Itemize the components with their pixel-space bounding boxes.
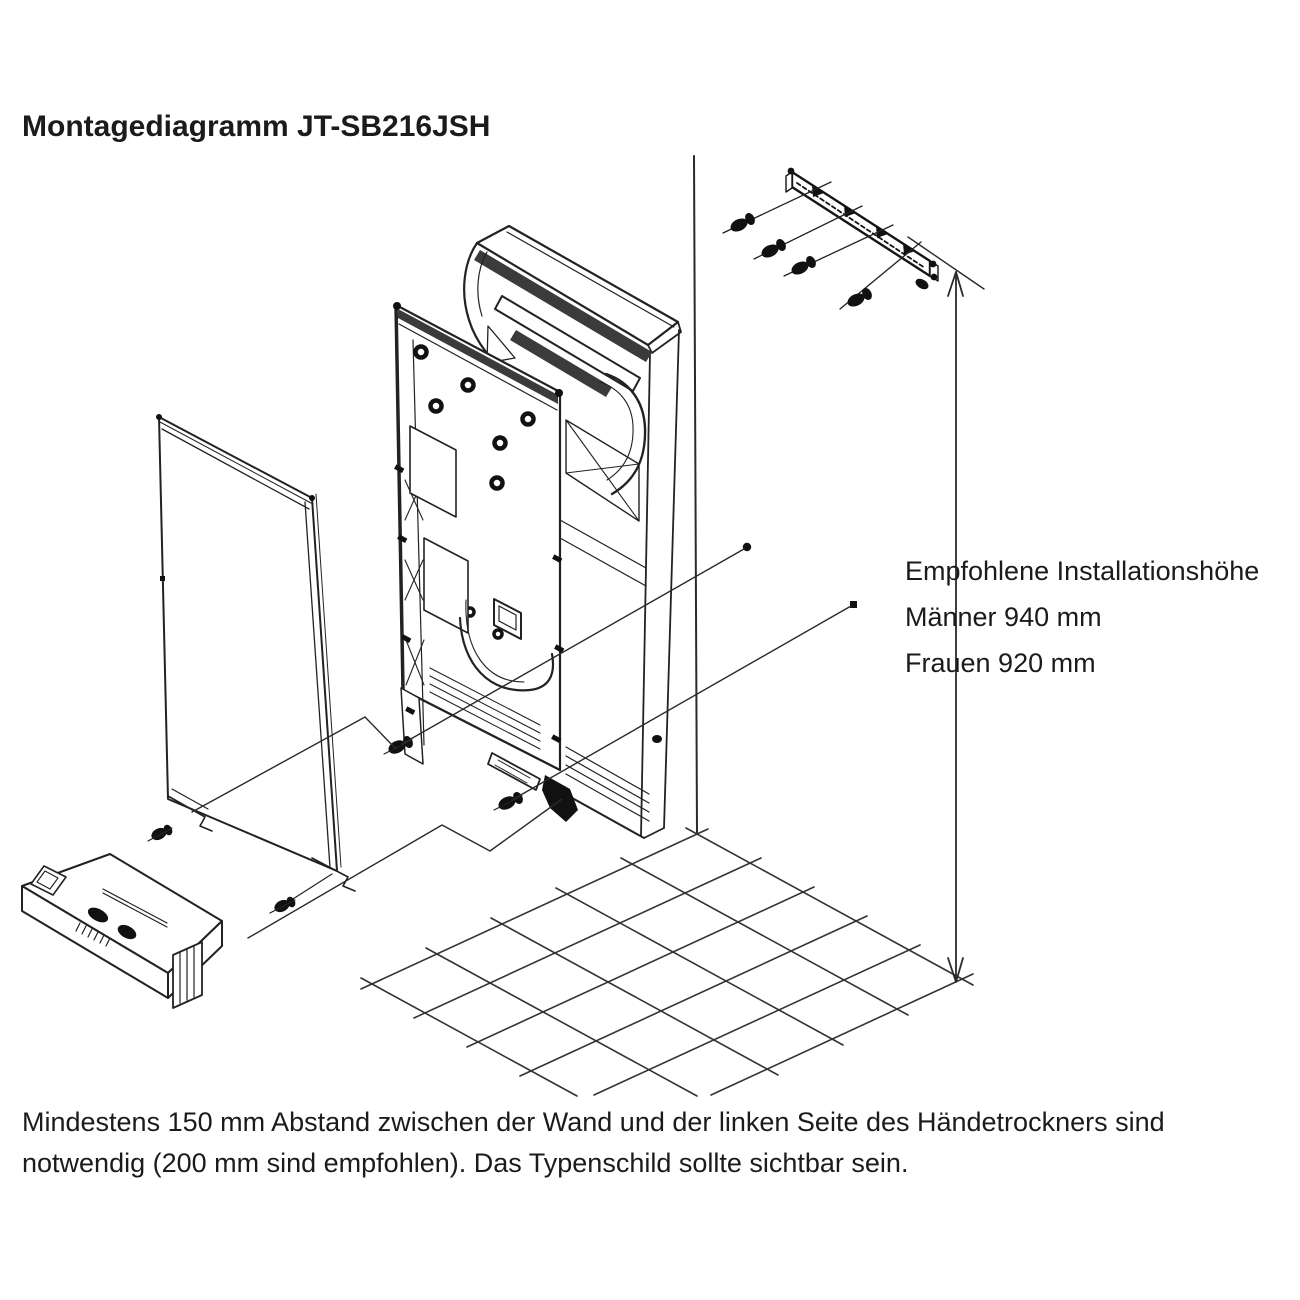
clearance-note	[22, 1102, 1165, 1184]
floor-grid	[361, 828, 973, 1096]
wall-corner-line	[694, 156, 697, 833]
unit-chassis	[393, 302, 578, 822]
install-note-line2: Männer 940 mm	[905, 602, 1102, 632]
side-vent-louvers	[566, 747, 649, 821]
clearance-note-line1: Mindestens 150 mm Abstand zwischen der Wand und der linken Seite des Händetrockners sind	[22, 1107, 1165, 1137]
back-panel	[156, 414, 355, 906]
installation-height-note	[905, 548, 1259, 686]
clearance-note-line2: notwendig (200 mm sind empfohlen). Das Typenschild sollte sichtbar sein.	[22, 1148, 909, 1178]
install-note-line3: Frauen 920 mm	[905, 648, 1096, 678]
drain-tank	[22, 854, 222, 1008]
page-title: Montagediagramm JT-SB216JSH	[22, 110, 491, 143]
install-note-line1: Empfohlene Installationshöhe	[905, 556, 1260, 586]
mounting-bracket	[786, 168, 938, 292]
